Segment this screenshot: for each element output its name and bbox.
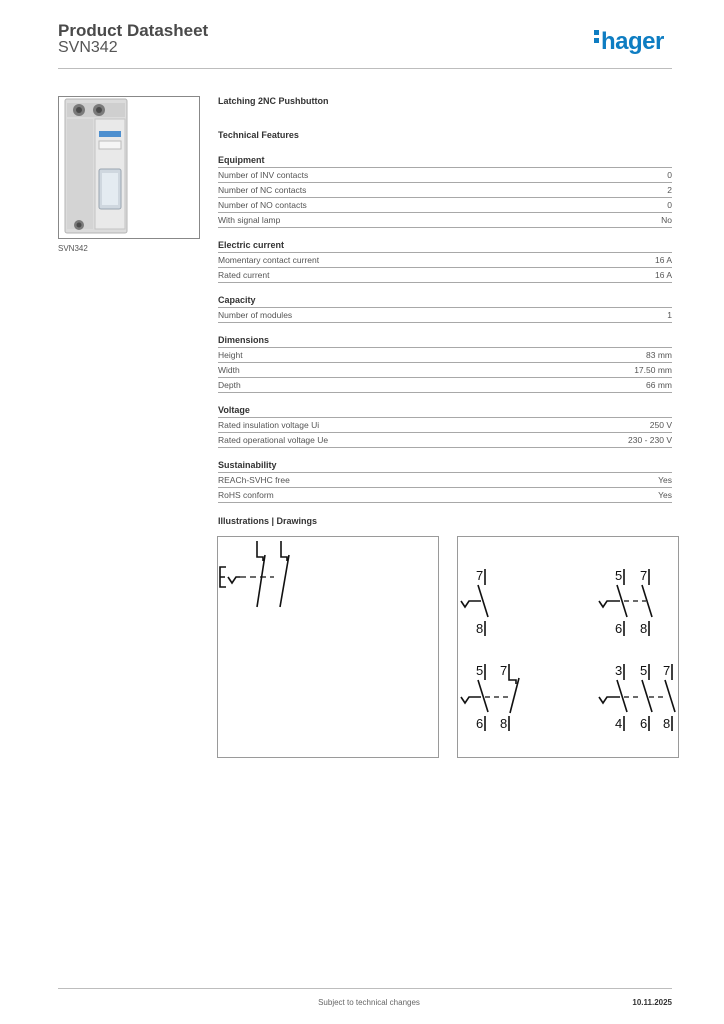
terminal-label: 7 — [640, 568, 648, 583]
terminal-label: 5 — [476, 663, 484, 678]
contact-configuration-drawings — [457, 536, 679, 758]
footer-note: Subject to technical changes — [318, 998, 420, 1007]
spec-value: Yes — [658, 490, 672, 500]
spec-row — [218, 198, 672, 213]
spec-section-capacity — [218, 291, 672, 323]
spec-section-title: Equipment — [218, 151, 672, 168]
spec-row — [218, 363, 672, 378]
spec-value: 0 — [667, 200, 672, 210]
spec-section-title: Voltage — [218, 401, 672, 418]
spec-row — [218, 183, 672, 198]
spec-label: With signal lamp — [218, 215, 281, 225]
spec-value: 17.50 mm — [634, 365, 672, 375]
spec-label: Rated insulation voltage Ui — [218, 420, 320, 430]
terminal-label: 8 — [640, 621, 648, 636]
spec-section-equipment — [218, 151, 672, 228]
spec-value: 16 A — [654, 255, 672, 265]
pushbutton-symbol-icon — [218, 537, 438, 757]
pushbutton-symbol-drawing — [217, 536, 439, 758]
contact-diagrams-icon — [458, 537, 678, 757]
spec-row — [218, 473, 672, 488]
spec-value: 66 mm — [646, 380, 672, 390]
spec-value: 2 — [667, 185, 672, 195]
spec-section-title: Dimensions — [218, 331, 672, 348]
terminal-label: 6 — [640, 716, 648, 731]
spec-section-title: Sustainability — [218, 456, 672, 473]
terminal-label: 7 — [476, 568, 484, 583]
spec-label: Number of NO contacts — [218, 200, 307, 210]
spec-table — [218, 151, 672, 511]
terminal-label: 7 — [500, 663, 508, 678]
product-code: SVN342 — [58, 39, 118, 56]
terminal-label: 4 — [615, 716, 623, 731]
product-image-caption: SVN342 — [58, 244, 88, 253]
terminal-label: 5 — [640, 663, 648, 678]
terminal-label: 8 — [500, 716, 508, 731]
spec-section-title: Electric current — [218, 236, 672, 253]
spec-row — [218, 253, 672, 268]
spec-label: Height — [218, 350, 243, 360]
terminal-label: 3 — [615, 663, 623, 678]
page-title: Product Datasheet — [58, 21, 209, 40]
spec-label: RoHS conform — [218, 490, 274, 500]
footer-date: 10.11.2025 — [632, 998, 672, 1007]
footer-divider — [58, 988, 672, 989]
terminal-label: 8 — [663, 716, 671, 731]
logo-dots-icon — [594, 30, 599, 46]
spec-label: REACh-SVHC free — [218, 475, 290, 485]
terminal-label: 6 — [615, 621, 623, 636]
spec-row — [218, 488, 672, 503]
spec-value: 0 — [667, 170, 672, 180]
spec-label: Rated operational voltage Ue — [218, 435, 329, 445]
product-name: Latching 2NC Pushbutton — [218, 96, 329, 106]
spec-section-electric-current — [218, 236, 672, 283]
spec-value: Yes — [658, 475, 672, 485]
brand-name: hager — [601, 28, 664, 55]
spec-label: Number of INV contacts — [218, 170, 309, 180]
spec-value: 230 - 230 V — [628, 435, 672, 445]
illustrations-heading: Illustrations | Drawings — [218, 516, 318, 526]
pushbutton-device-illustration — [59, 97, 199, 238]
spec-row — [218, 308, 672, 323]
spec-label: Number of modules — [218, 310, 293, 320]
spec-value: 83 mm — [646, 350, 672, 360]
spec-row — [218, 213, 672, 228]
spec-section-title: Capacity — [218, 291, 672, 308]
spec-value: No — [661, 215, 672, 225]
terminal-label: 6 — [476, 716, 484, 731]
header-divider — [58, 68, 672, 69]
spec-label: Momentary contact current — [218, 255, 320, 265]
product-image — [58, 96, 200, 239]
technical-features-heading: Technical Features — [218, 130, 299, 140]
spec-row — [218, 418, 672, 433]
spec-label: Width — [218, 365, 240, 375]
spec-row — [218, 378, 672, 393]
spec-row — [218, 348, 672, 363]
spec-value: 1 — [667, 310, 672, 320]
terminal-label: 7 — [663, 663, 671, 678]
spec-label: Number of NC contacts — [218, 185, 307, 195]
spec-row — [218, 433, 672, 448]
spec-label: Depth — [218, 380, 241, 390]
spec-value: 16 A — [654, 270, 672, 280]
spec-section-sustainability — [218, 456, 672, 503]
terminal-label: 8 — [476, 621, 484, 636]
spec-value: 250 V — [649, 420, 672, 430]
brand-logo — [594, 28, 664, 56]
spec-section-voltage — [218, 401, 672, 448]
spec-label: Rated current — [218, 270, 270, 280]
spec-row — [218, 268, 672, 283]
spec-section-dimensions — [218, 331, 672, 393]
terminal-label: 5 — [615, 568, 623, 583]
spec-row — [218, 168, 672, 183]
